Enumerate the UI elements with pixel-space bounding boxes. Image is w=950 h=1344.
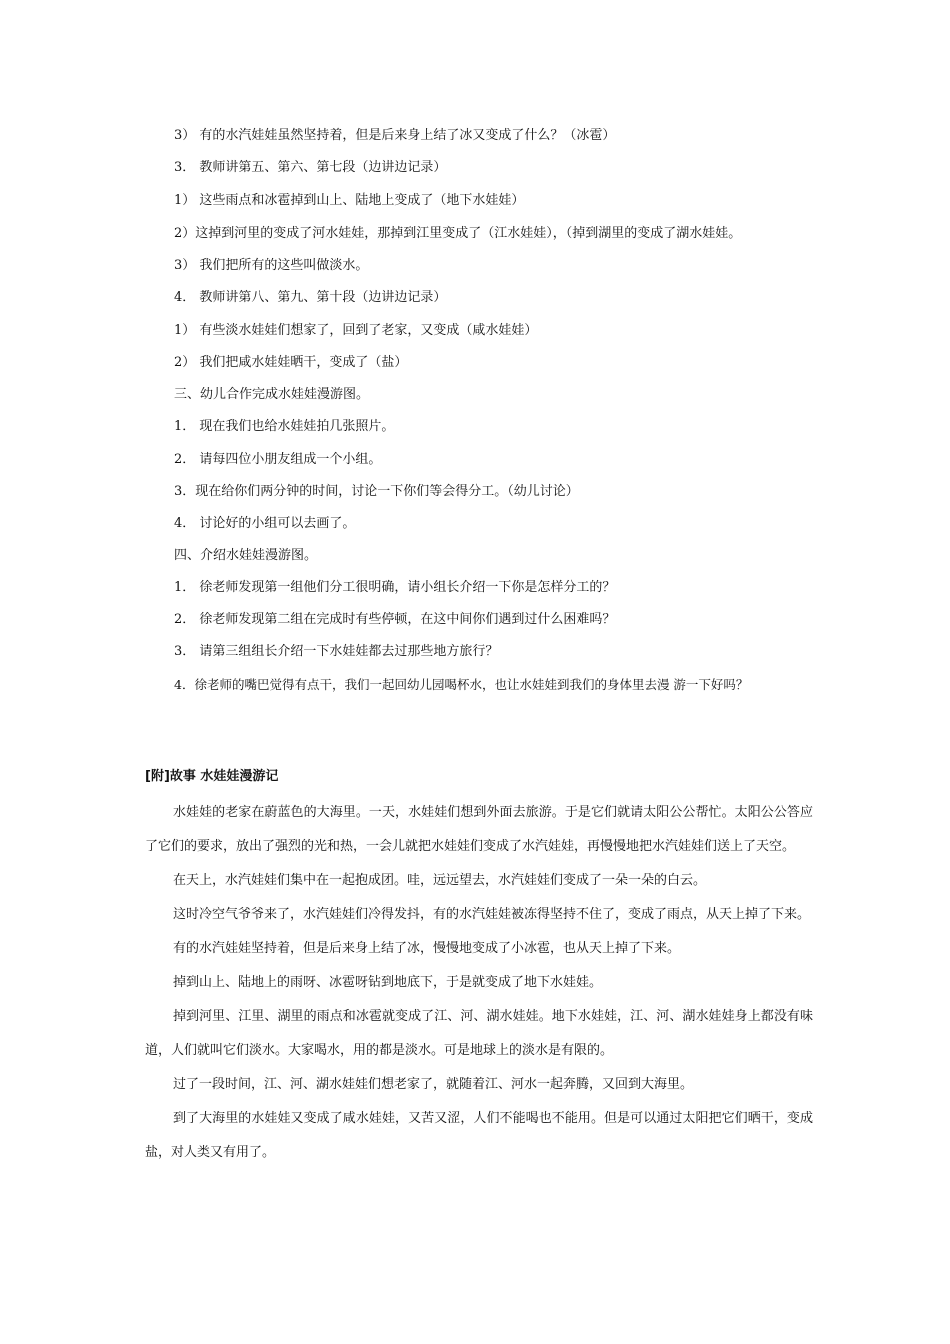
outline-line: 1． 徐老师发现第一组他们分工很明确，请小组长介绍一下你是怎样分工的？ <box>174 580 616 595</box>
story-body <box>145 796 813 1170</box>
story-paragraph: 水娃娃的老家在蔚蓝色的大海里。一天，水娃娃们想到外面去旅游。于是它们就请太阳公公帮忙。太阳公公答应了它们的要求，放出了强烈的光和热，一会儿就把水娃娃们变成了水汽娃娃，再慢慢地把水汽娃娃们送上了天空。 <box>145 805 813 854</box>
outline-line: 2． 徐老师发现第二组在完成时有些停顿，在这中间你们遇到过什么困难吗？ <box>174 612 616 627</box>
outline-line: 3． 请第三组组长介绍一下水娃娃都去过那些地方旅行？ <box>174 644 499 659</box>
story-paragraph: 这时冷空气爷爷来了，水汽娃娃们冷得发抖，有的水汽娃娃被冻得坚持不住了，变成了雨点，从天上掉了下来。 <box>173 907 811 922</box>
outline-line: 1） 这些雨点和冰雹掉到山上、陆地上变成了（地下水娃娃） <box>174 193 525 208</box>
outline-heading: 三、幼儿合作完成水娃娃漫游图。 <box>174 387 370 402</box>
story-paragraph: 掉到河里、江里、湖里的雨点和冰雹就变成了江、河、湖水娃娃。地下水娃娃，江、河、湖水娃娃身上都没有味道，人们就叫它们淡水。大家喝水，用的都是淡水。可是地球上的淡水是有限的。 <box>145 1009 813 1058</box>
outline-line: 4． 讨论好的小组可以去画了。 <box>174 516 356 531</box>
outline-line: 3．现在给你们两分钟的时间，讨论一下你们等会得分工。（幼儿讨论） <box>174 484 579 499</box>
outline-line: 2） 我们把咸水娃娃晒干，变成了（盐） <box>174 355 408 370</box>
story-paragraph: 在天上，水汽娃娃们集中在一起抱成团。哇，远远望去，水汽娃娃们变成了一朵一朵的白云。 <box>173 873 707 888</box>
story-paragraph: 到了大海里的水娃娃又变成了咸水娃娃，又苦又涩，人们不能喝也不能用。但是可以通过太阳把它们晒干，变成盐，对人类又有用了。 <box>145 1111 813 1160</box>
story-paragraph: 过了一段时间，江、河、湖水娃娃们想老家了，就随着江、河水一起奔腾，又回到大海里。 <box>173 1077 694 1092</box>
outline-line: 1． 现在我们也给水娃娃拍几张照片。 <box>174 419 395 434</box>
story-paragraph: 有的水汽娃娃坚持着，但是后来身上结了冰，慢慢地变成了小冰雹，也从天上掉了下来。 <box>173 941 681 956</box>
outline-line: 2． 请每四位小朋友组成一个小组。 <box>174 452 382 467</box>
outline-heading: 四、介绍水娃娃漫游图。 <box>174 548 318 563</box>
outline-line: 3． 教师讲第五、第六、第七段（边讲边记录） <box>174 160 447 175</box>
outline-line: 3） 我们把所有的这些叫做淡水。 <box>174 258 369 273</box>
outline-line: 4． 教师讲第八、第九、第十段（边讲边记录） <box>174 290 447 305</box>
outline-line: 4．徐老师的嘴巴觉得有点干，我们一起回幼儿园喝杯水，也让水娃娃到我们的身体里去漫 游一下好吗？ <box>174 677 749 692</box>
story-paragraph: 掉到山上、陆地上的雨呀、冰雹呀钻到地底下，于是就变成了地下水娃娃。 <box>173 975 603 990</box>
outline-line: 3） 有的水汽娃娃虽然坚持着，但是后来身上结了冰又变成了什么？（冰雹） <box>174 128 616 143</box>
story-title: [附]故事 水娃娃漫游记 <box>145 769 279 784</box>
outline-line: 2）这掉到河里的变成了河水娃娃，那掉到江里变成了（江水娃娃），（掉到湖里的变成了湖水娃娃。 <box>174 226 742 241</box>
outline-line: 1） 有些淡水娃娃们想家了，回到了老家，又变成（咸水娃娃） <box>174 323 538 338</box>
